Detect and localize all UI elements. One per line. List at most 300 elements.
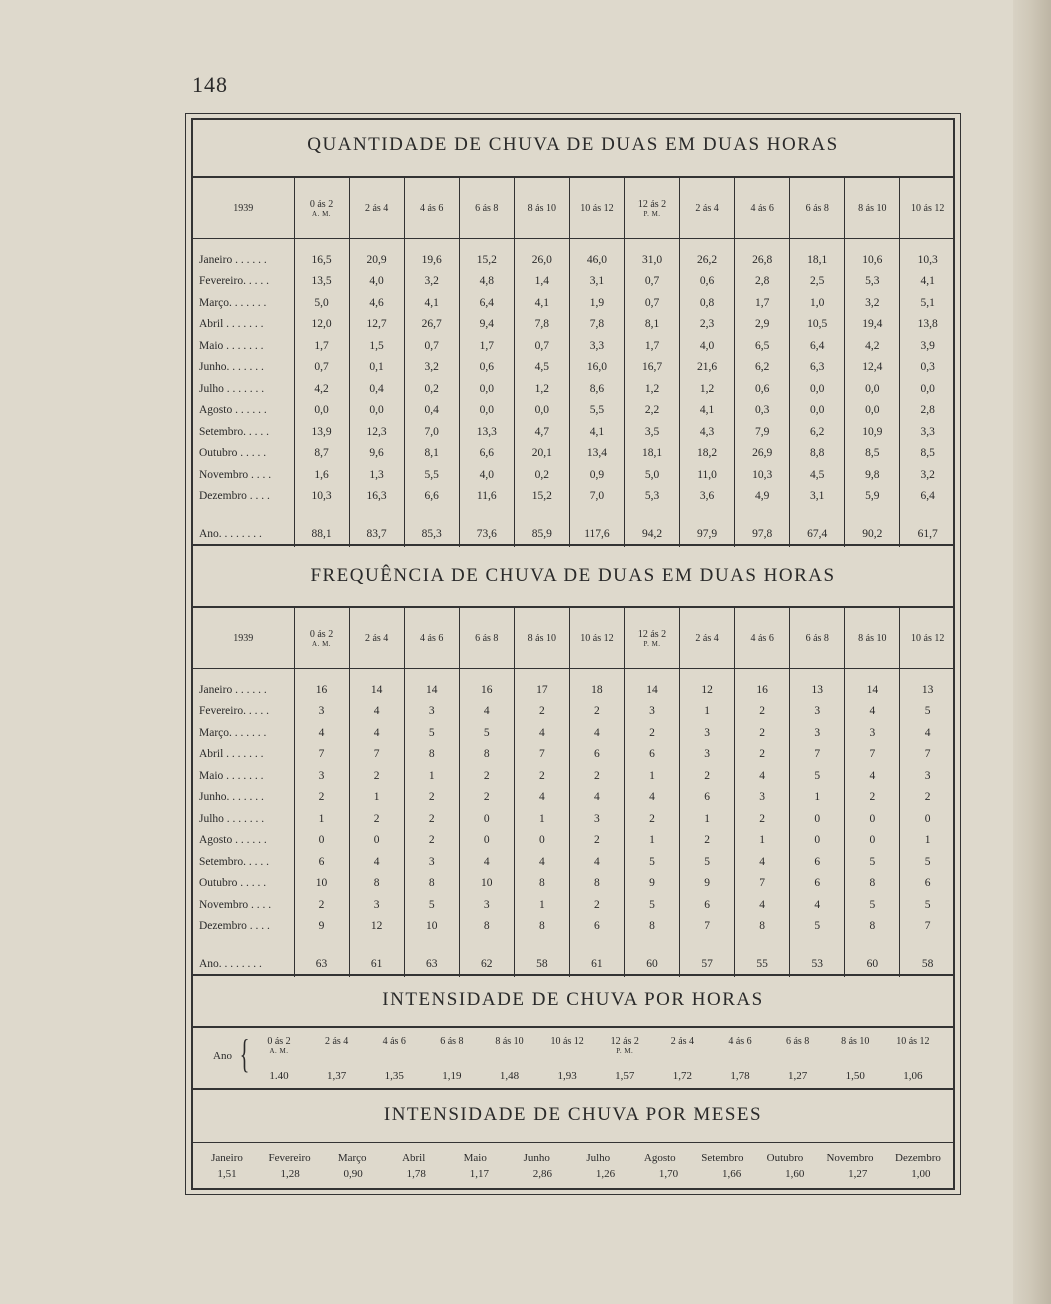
- value-cell: 8: [845, 873, 900, 895]
- value-cell: 4: [569, 787, 624, 809]
- value-cell: 5,3: [845, 271, 900, 293]
- value-cell: 0,3: [735, 400, 790, 422]
- year-total-label: Ano. . . . . . . .: [199, 958, 262, 970]
- value-cell: 2,2: [624, 400, 679, 422]
- month-label: Julho . . . . . . .: [199, 382, 265, 395]
- month-row: [193, 357, 955, 379]
- value-cell: 5: [790, 765, 845, 787]
- value-cell: 0,0: [459, 400, 514, 422]
- hour-header: [654, 1036, 710, 1055]
- hour-intensity-value: 1,06: [903, 1070, 923, 1082]
- value-cell: 2: [459, 765, 514, 787]
- year-total-cell: 97,8: [735, 521, 790, 547]
- spacer-cell: [404, 507, 459, 521]
- value-cell: 4,1: [900, 271, 955, 293]
- month-label: Dezembro . . . .: [199, 920, 270, 933]
- value-cell: 0: [459, 830, 514, 852]
- month-row: [193, 679, 955, 701]
- month-label: Novembro . . . .: [199, 898, 272, 911]
- value-cell: 8,7: [294, 443, 349, 465]
- hour-header: [539, 1036, 595, 1055]
- hour-header: [790, 178, 845, 239]
- value-cell: 0: [790, 808, 845, 830]
- value-cell: 8,1: [404, 443, 459, 465]
- hour-range-label: 2 ás 4: [324, 1036, 349, 1047]
- value-cell: 6: [569, 916, 624, 938]
- value-cell: 31,0: [624, 249, 679, 271]
- value-cell: 5: [845, 894, 900, 916]
- hour-header: [680, 178, 735, 239]
- hour-range-label: 2 ás 4: [364, 202, 389, 214]
- month-intensity-value: 1,27: [848, 1168, 868, 1180]
- hour-range-label: 4 ás 6: [382, 1036, 406, 1047]
- month-row: [193, 744, 955, 766]
- month-label: Janeiro . . . . . .: [199, 683, 267, 696]
- value-cell: 7,8: [569, 314, 624, 336]
- value-cell: 0: [790, 830, 845, 852]
- value-cell: 9,6: [349, 443, 404, 465]
- month-header: Março: [337, 1152, 367, 1164]
- spacer-cell: [459, 507, 514, 521]
- value-cell: 26,8: [735, 249, 790, 271]
- spacer-cell: [514, 239, 569, 250]
- value-cell: 1: [680, 808, 735, 830]
- month-row: [193, 292, 955, 314]
- hour-header: [459, 178, 514, 239]
- value-cell: 15,2: [459, 249, 514, 271]
- value-cell: 4,3: [680, 421, 735, 443]
- value-cell: 2: [294, 894, 349, 916]
- year-total-cell: 60: [624, 951, 679, 977]
- value-cell: 0,7: [624, 292, 679, 314]
- hour-header: [459, 608, 514, 669]
- value-cell: 4: [735, 894, 790, 916]
- spacer-cell: [790, 669, 845, 680]
- value-cell: 18,2: [680, 443, 735, 465]
- am-pm-label: A. M.: [312, 209, 332, 218]
- month-row: [193, 486, 955, 508]
- value-cell: 2: [569, 701, 624, 723]
- value-cell: 1,2: [680, 378, 735, 400]
- month-intensity-value: 1,70: [658, 1168, 679, 1180]
- value-cell: 4: [459, 851, 514, 873]
- spacer-row: [193, 669, 955, 680]
- value-cell: 0,4: [404, 400, 459, 422]
- value-cell: 4: [735, 765, 790, 787]
- value-cell: 26,9: [735, 443, 790, 465]
- spacer-cell: [193, 239, 294, 250]
- value-cell: 4,1: [569, 421, 624, 443]
- spacer-cell: [735, 937, 790, 951]
- value-cell: 5: [459, 722, 514, 744]
- value-cell: 12: [349, 916, 404, 938]
- spacer-cell: [459, 239, 514, 250]
- value-cell: 3,2: [900, 464, 955, 486]
- value-cell: 16,0: [569, 357, 624, 379]
- value-cell: 5: [900, 851, 955, 873]
- value-cell: 7: [845, 744, 900, 766]
- value-cell: 8: [404, 744, 459, 766]
- value-cell: 0,0: [459, 378, 514, 400]
- month-label: Novembro . . . .: [199, 468, 272, 481]
- month-row: [193, 464, 955, 486]
- value-cell: 20,9: [349, 249, 404, 271]
- hour-range-label: 12 ás 2: [637, 628, 667, 640]
- spacer-cell: [624, 507, 679, 521]
- month-row: [193, 378, 955, 400]
- spacer-cell: [735, 507, 790, 521]
- value-cell: 6,6: [459, 443, 514, 465]
- value-cell: 7: [735, 873, 790, 895]
- spacer-cell: [900, 937, 955, 951]
- hour-header: [309, 1036, 365, 1055]
- hour-range-label: 10 ás 12: [550, 1036, 584, 1047]
- hour-range-label: 12 ás 2: [610, 1036, 639, 1047]
- value-cell: 4: [349, 851, 404, 873]
- value-cell: 6: [790, 873, 845, 895]
- value-cell: 13,4: [569, 443, 624, 465]
- spacer-cell: [845, 507, 900, 521]
- year-total-cell: 63: [404, 951, 459, 977]
- hour-intensity-value: 1,93: [557, 1070, 577, 1082]
- value-cell: 3,3: [569, 335, 624, 357]
- hour-headers: [251, 1036, 941, 1055]
- hour-values: [251, 1070, 941, 1082]
- value-cell: 4: [459, 701, 514, 723]
- value-cell: 14: [624, 679, 679, 701]
- month-row: [193, 443, 955, 465]
- value-cell: 4: [514, 851, 569, 873]
- header-row: [193, 178, 955, 239]
- value-cell: 0,6: [459, 357, 514, 379]
- hour-range-label: 4 ás 6: [420, 202, 444, 214]
- month-label: Setembro. . . . .: [199, 425, 269, 438]
- month-row: [193, 400, 955, 422]
- value-cell: 4: [845, 701, 900, 723]
- value-cell: 26,0: [514, 249, 569, 271]
- divider: [191, 544, 955, 546]
- value-cell: 13: [900, 679, 955, 701]
- value-cell: 26,2: [680, 249, 735, 271]
- month-row: [193, 701, 955, 723]
- hour-range-label: 0 ás 2: [309, 198, 334, 210]
- value-cell: 4,1: [404, 292, 459, 314]
- month-label: Março. . . . . . .: [199, 726, 267, 739]
- value-cell: 2: [845, 787, 900, 809]
- spacer-cell: [459, 669, 514, 680]
- year-total-cell: 63: [294, 951, 349, 977]
- hour-header: [712, 1036, 768, 1055]
- value-cell: 4: [790, 894, 845, 916]
- value-cell: 2: [735, 701, 790, 723]
- value-cell: 0: [845, 830, 900, 852]
- spacer-row: [193, 937, 955, 951]
- value-cell: 7: [790, 744, 845, 766]
- value-cell: 10,5: [790, 314, 845, 336]
- month-row: [193, 830, 955, 852]
- spacer-cell: [404, 937, 459, 951]
- value-cell: 5: [790, 916, 845, 938]
- value-cell: 2,8: [900, 400, 955, 422]
- spacer-cell: [680, 937, 735, 951]
- am-pm-label: A. M.: [312, 639, 332, 648]
- value-cell: 1,7: [459, 335, 514, 357]
- month-header: Setembro: [701, 1152, 744, 1164]
- value-cell: 2,8: [735, 271, 790, 293]
- value-cell: 0,7: [624, 271, 679, 293]
- hour-header: [424, 1036, 480, 1055]
- month-intensity-value: 1,78: [406, 1168, 426, 1180]
- value-cell: 0,8: [680, 292, 735, 314]
- value-cell: 5,5: [404, 464, 459, 486]
- value-cell: 3,1: [569, 271, 624, 293]
- hour-intensity-value: 1,48: [499, 1070, 520, 1082]
- value-cell: 3: [349, 894, 404, 916]
- value-cell: 13,3: [459, 421, 514, 443]
- year-total-cell: 57: [680, 951, 735, 977]
- month-intensity-value: 1,60: [785, 1168, 805, 1180]
- value-cell: 4,8: [459, 271, 514, 293]
- hour-header: [569, 608, 624, 669]
- value-cell: 8: [404, 873, 459, 895]
- value-cell: 18: [569, 679, 624, 701]
- value-cell: 6: [624, 744, 679, 766]
- hour-header: [845, 608, 900, 669]
- value-cell: 10,3: [294, 486, 349, 508]
- spacer-cell: [624, 937, 679, 951]
- value-cell: 13: [790, 679, 845, 701]
- value-cell: 8,8: [790, 443, 845, 465]
- spacer-cell: [735, 669, 790, 680]
- value-cell: 5,1: [900, 292, 955, 314]
- hour-header: [845, 178, 900, 239]
- value-cell: 3: [569, 808, 624, 830]
- brace-icon: {: [239, 1031, 250, 1076]
- value-cell: 16,3: [349, 486, 404, 508]
- value-cell: 6: [294, 851, 349, 873]
- value-cell: 1: [624, 830, 679, 852]
- value-cell: 20,1: [514, 443, 569, 465]
- title-intensity-months: INTENSIDADE DE CHUVA POR MESES: [383, 1104, 763, 1125]
- value-cell: 16,7: [624, 357, 679, 379]
- year-total-label: Ano. . . . . . . .: [199, 528, 262, 540]
- spacer-cell: [680, 239, 735, 250]
- hour-intensity-value: 1,19: [442, 1070, 462, 1082]
- value-cell: 1,4: [514, 271, 569, 293]
- intensity-hours-block: [193, 1030, 955, 1086]
- value-cell: 12,4: [845, 357, 900, 379]
- value-cell: 2: [624, 808, 679, 830]
- value-cell: 4,7: [514, 421, 569, 443]
- month-intensity-value: 1,66: [722, 1168, 742, 1180]
- value-cell: 4: [349, 701, 404, 723]
- spacer-cell: [294, 239, 349, 250]
- value-cell: 0,6: [735, 378, 790, 400]
- year-total-cell: 73,6: [459, 521, 514, 547]
- title-quantity: QUANTIDADE DE CHUVA DE DUAS EM DUAS HORAS: [307, 134, 839, 155]
- year-total-cell: 58: [900, 951, 955, 977]
- hour-range-label: 10 ás 12: [911, 202, 945, 214]
- spacer-cell: [404, 669, 459, 680]
- value-cell: 0: [514, 830, 569, 852]
- spacer-cell: [900, 669, 955, 680]
- spacer-cell: [900, 507, 955, 521]
- value-cell: 5: [900, 701, 955, 723]
- value-cell: 8,5: [845, 443, 900, 465]
- value-cell: 10,3: [735, 464, 790, 486]
- value-cell: 0,6: [680, 271, 735, 293]
- value-cell: 2: [569, 894, 624, 916]
- spacer-row: [193, 507, 955, 521]
- value-cell: 1,2: [624, 378, 679, 400]
- value-cell: 16: [294, 679, 349, 701]
- value-cell: 6,5: [735, 335, 790, 357]
- value-cell: 7: [514, 744, 569, 766]
- value-cell: 0,0: [514, 400, 569, 422]
- value-cell: 4: [569, 722, 624, 744]
- month-header: Dezembro: [895, 1152, 941, 1164]
- value-cell: 3: [790, 701, 845, 723]
- month-header: Fevereiro: [268, 1152, 311, 1164]
- value-cell: 7: [680, 916, 735, 938]
- hour-header: [597, 1036, 653, 1055]
- year-row-label: Ano: [213, 1050, 232, 1062]
- spacer-cell: [845, 669, 900, 680]
- spacer-cell: [349, 937, 404, 951]
- value-cell: 5: [404, 894, 459, 916]
- month-label: Outubro . . . . .: [199, 877, 267, 890]
- spacer-cell: [845, 239, 900, 250]
- hour-header: [366, 1036, 422, 1055]
- year-total-cell: 61: [349, 951, 404, 977]
- hour-header: [251, 1036, 307, 1055]
- value-cell: 6: [900, 873, 955, 895]
- year-total-cell: 61,7: [900, 521, 955, 547]
- hour-range-label: 8 ás 10: [527, 202, 557, 214]
- hour-range-label: 6 ás 8: [440, 1036, 464, 1047]
- value-cell: 0,7: [404, 335, 459, 357]
- value-cell: 2: [900, 787, 955, 809]
- book-spine-shadow: [1013, 0, 1051, 1304]
- am-pm-label: P. M.: [643, 639, 661, 648]
- hour-header: [770, 1036, 826, 1055]
- value-cell: 2: [735, 808, 790, 830]
- value-cell: 5,0: [294, 292, 349, 314]
- hour-range-label: 8 ás 10: [858, 202, 887, 214]
- value-cell: 19,4: [845, 314, 900, 336]
- month-row: [193, 808, 955, 830]
- hour-range-label: 8 ás 10: [841, 1036, 870, 1047]
- month-intensity-value: 1,51: [217, 1168, 237, 1180]
- year-total-cell: 53: [790, 951, 845, 977]
- year-total-cell: 97,9: [680, 521, 735, 547]
- month-label: Abril . . . . . . .: [199, 748, 264, 761]
- value-cell: 0,9: [569, 464, 624, 486]
- value-cell: 1: [680, 701, 735, 723]
- month-label: Março. . . . . . .: [199, 296, 267, 309]
- value-cell: 6,6: [404, 486, 459, 508]
- value-cell: 3: [459, 894, 514, 916]
- spacer-cell: [193, 507, 294, 521]
- value-cell: 3: [624, 701, 679, 723]
- value-cell: 13,8: [900, 314, 955, 336]
- value-cell: 17: [514, 679, 569, 701]
- am-pm-label: A. M.: [269, 1047, 289, 1055]
- value-cell: 8: [569, 873, 624, 895]
- title-intensity-hours: INTENSIDADE DE CHUVA POR HORAS: [382, 989, 764, 1010]
- value-cell: 4: [514, 722, 569, 744]
- value-cell: 6,2: [735, 357, 790, 379]
- value-cell: 3: [294, 701, 349, 723]
- page-number: 148: [192, 72, 228, 97]
- value-cell: 7: [900, 916, 955, 938]
- value-cell: 2,5: [790, 271, 845, 293]
- hour-range-label: 4 ás 6: [728, 1036, 752, 1047]
- hour-range-label: 2 ás 4: [670, 1036, 695, 1047]
- month-intensity-value: 1,00: [911, 1168, 931, 1180]
- hour-intensity-value: 1,72: [672, 1070, 692, 1082]
- value-cell: 5,0: [624, 464, 679, 486]
- spacer-cell: [624, 239, 679, 250]
- value-cell: 2: [735, 744, 790, 766]
- value-cell: 1: [735, 830, 790, 852]
- divider: [191, 1088, 955, 1090]
- hour-range-label: 0 ás 2: [309, 628, 334, 640]
- month-row: [193, 722, 955, 744]
- value-cell: 3,2: [845, 292, 900, 314]
- value-cell: 0,0: [790, 400, 845, 422]
- value-cell: 11,0: [680, 464, 735, 486]
- hour-header: [482, 1036, 538, 1055]
- hour-header: [514, 178, 569, 239]
- month-intensity-value: 2,86: [532, 1168, 553, 1180]
- value-cell: 4: [514, 787, 569, 809]
- value-cell: 3: [900, 765, 955, 787]
- value-cell: 14: [404, 679, 459, 701]
- value-cell: 1: [790, 787, 845, 809]
- value-cell: 6,4: [900, 486, 955, 508]
- value-cell: 16: [735, 679, 790, 701]
- hour-intensity-value: 1,27: [788, 1070, 808, 1082]
- value-cell: 19,6: [404, 249, 459, 271]
- divider: [191, 1142, 955, 1143]
- spacer-cell: [514, 507, 569, 521]
- value-cell: 6,4: [790, 335, 845, 357]
- hour-header: [569, 178, 624, 239]
- year-total-cell: 90,2: [845, 521, 900, 547]
- value-cell: 4: [845, 765, 900, 787]
- value-cell: 4,1: [680, 400, 735, 422]
- value-cell: 4: [735, 851, 790, 873]
- value-cell: 4,0: [459, 464, 514, 486]
- value-cell: 3,9: [900, 335, 955, 357]
- month-row: [193, 249, 955, 271]
- value-cell: 0: [845, 808, 900, 830]
- month-label: Agosto . . . . . .: [199, 404, 267, 417]
- value-cell: 2: [514, 701, 569, 723]
- value-cell: 10,9: [845, 421, 900, 443]
- spacer-cell: [294, 669, 349, 680]
- hour-header: [624, 178, 679, 239]
- value-cell: 3,3: [900, 421, 955, 443]
- value-cell: 4,5: [514, 357, 569, 379]
- month-header: Maio: [463, 1152, 487, 1164]
- hour-range-label: 4 ás 6: [750, 202, 774, 214]
- value-cell: 46,0: [569, 249, 624, 271]
- month-intensity-value: 1,17: [469, 1168, 489, 1180]
- hour-header: [624, 608, 679, 669]
- month-label: Setembro. . . . .: [199, 855, 269, 868]
